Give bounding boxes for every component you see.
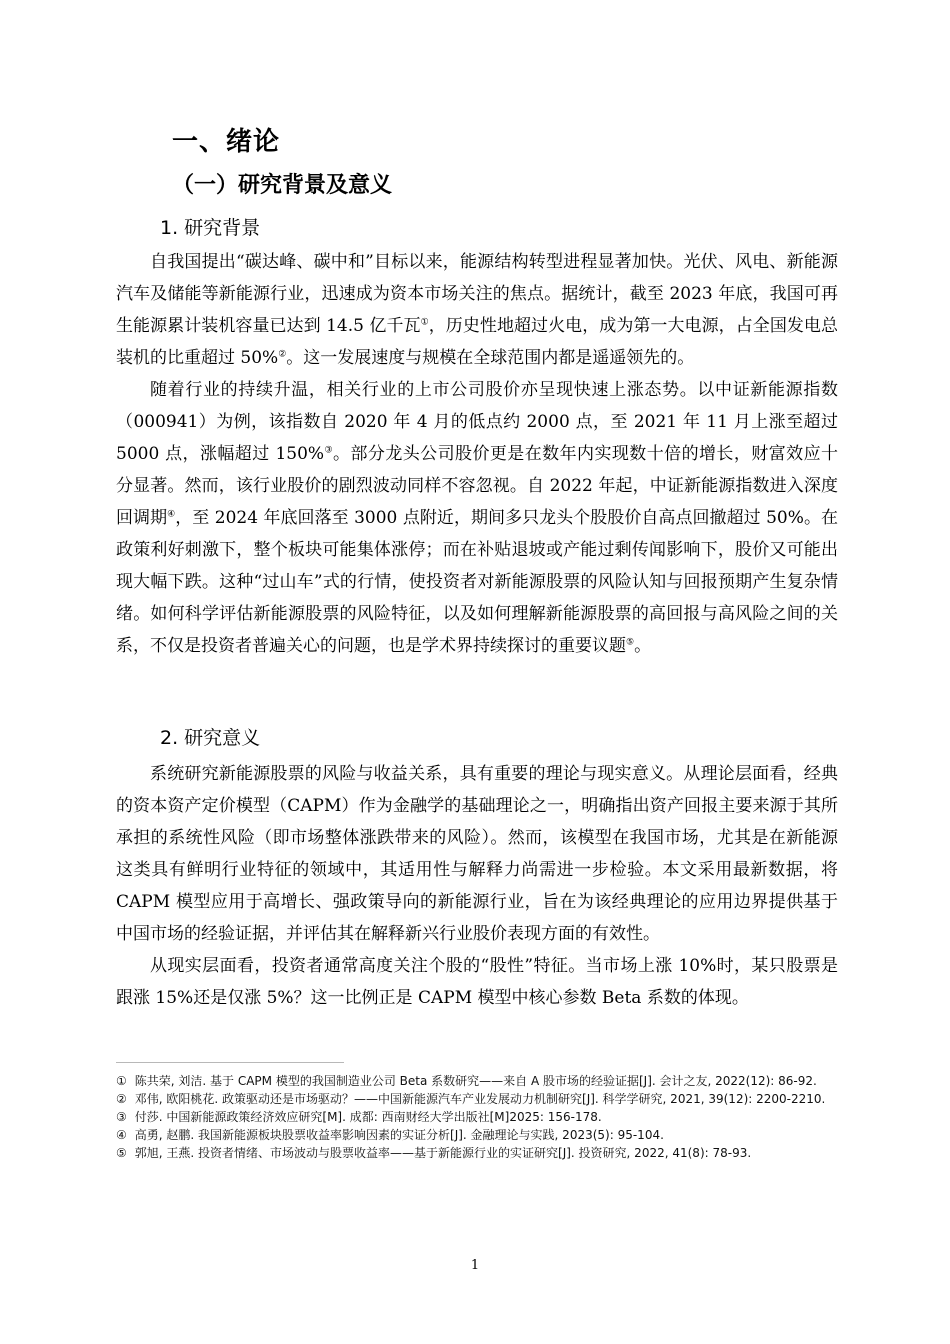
footnote-ref[interactable]: ⑤ (626, 637, 635, 648)
subsection-number: 1. (160, 217, 179, 239)
footnote-ref[interactable]: ③ (324, 445, 334, 456)
footnote-item (116, 1090, 838, 1108)
paragraph-text: 自我国提出“碳达峰、碳中和”目标以来，能源结构转型进程显著加快。光伏、风电、新能源汽车及储能等新能源行业，迅速成为资本市场关注的焦点。据统计，截至 2023 年底，我国可再生能源累计装机容量已达到 14.5 亿千瓦 (116, 252, 838, 336)
footnote-text: 付莎. 中国新能源政策经济效应研究[M]. 成都: 西南财经大学出版社[M]2025: 156-178. (134, 1110, 602, 1124)
footnote-mark: ② (116, 1092, 127, 1106)
paragraph-text: 。这一发展速度与规模在全球范围内都是遥遥领先的。 (286, 348, 695, 368)
footnote-text: 邓伟, 欧阳桃花. 政策驱动还是市场驱动？——中国新能源汽车产业发展动力机制研究[J]. 科学学研究, 2021, 39(12): 2200-2210. (134, 1092, 826, 1106)
paragraph-text: 随着行业的持续升温，相关行业的上市公司股价亦呈现快速上涨态势。以中证新能源指数（000941）为例，该指数自 2020 年 4 月的低点约 2000 点，至 2021 年 11 月上涨至超过 5000 点，涨幅超过 150% (116, 380, 838, 464)
footnote-mark: ③ (116, 1110, 127, 1124)
subsection-title-significance (160, 720, 260, 756)
footnote-item (116, 1144, 838, 1162)
paragraph (116, 950, 838, 1014)
paragraph (116, 374, 838, 662)
footnotes (116, 1072, 838, 1162)
section-title: （一）研究背景及意义 (172, 173, 393, 198)
paragraph-text: 从现实层面看，投资者通常高度关注个股的“股性”特征。当市场上涨 10%时，某只股票是跟涨 15%还是仅涨 5%？这一比例正是 CAPM 模型中核心参数 Beta 系数的体现。 (116, 956, 838, 1008)
chapter-title: 一、绪论 (172, 127, 281, 157)
background-section-body (116, 246, 838, 662)
footnote-mark: ⑤ (116, 1146, 127, 1160)
paragraph-text: ，历史性地超过火电，成为第一大电源，占全国发电总装机的比重超过 50% (116, 316, 838, 368)
footnote-item (116, 1108, 838, 1126)
footnote-ref[interactable]: ① (420, 317, 429, 328)
paragraph (116, 758, 838, 950)
paragraph (116, 246, 838, 374)
subsection-title-background (160, 210, 260, 246)
footnote-item (116, 1126, 838, 1144)
subsection-title-text: 研究背景 (184, 217, 261, 239)
footnote-text: 陈共荣, 刘洁. 基于 CAPM 模型的我国制造业公司 Beta 系数研究——来自 A 股市场的经验证据[J]. 会计之友, 2022(12): 86-92. (134, 1074, 817, 1088)
footnote-item (116, 1072, 838, 1090)
paragraph-text: 。 (634, 636, 652, 656)
page-number: 1 (470, 1258, 480, 1273)
paragraph-text: 。部分龙头公司股价更是在数年内实现数十倍的增长，财富效应十分显著。然而，该行业股价的剧烈波动同样不容忽视。自 2022 年起，中证新能源指数进入深度回调期 (116, 444, 838, 528)
footnote-ref[interactable]: ④ (167, 509, 176, 520)
footnote-divider (116, 1062, 344, 1063)
footnote-mark: ④ (116, 1128, 127, 1142)
footnote-ref[interactable]: ② (278, 349, 287, 360)
paragraph-text: 系统研究新能源股票的风险与收益关系，具有重要的理论与现实意义。从理论层面看，经典的资本资产定价模型（CAPM）作为金融学的基础理论之一，明确指出资产回报主要来源于其所承担的系统性风险（即市场整体涨跌带来的风险）。然而，该模型在我国市场，尤其是在新能源这类具有鲜明行业特征的领域中，其适用性与解释力尚需进一步检验。本文采用最新数据，将 CAPM 模型应用于高增长、强政策导向的新能源行业，旨在为该经典理论的应用边界提供基于中国市场的经验证据，并评估其在解释新兴行业股价表现方面的有效性。 (116, 764, 838, 944)
subsection-title-text: 研究意义 (184, 727, 261, 749)
footnote-text: 郭旭, 王燕. 投资者情绪、市场波动与股票收益率——基于新能源行业的实证研究[J]. 投资研究, 2022, 41(8): 78-93. (134, 1146, 752, 1160)
significance-section-body (116, 758, 838, 1014)
paragraph-text: ，至 2024 年底回落至 3000 点附近，期间多只龙头个股股价自高点回撤超过 50%。在政策利好刺激下，整个板块可能集体涨停；而在补贴退坡或产能过剩传闻影响下，股价又可能出现大幅下跌。这种“过山车”式的行情，使投资者对新能源股票的风险认知与回报预期产生复杂情绪。如何科学评估新能源股票的风险特征，以及如何理解新能源股票的高回报与高风险之间的关系，不仅是投资者普遍关心的问题，也是学术界持续探讨的重要议题 (116, 508, 838, 656)
footnote-text: 高勇, 赵鹏. 我国新能源板块股票收益率影响因素的实证分析[J]. 金融理论与实践, 2023(5): 95-104. (134, 1128, 664, 1142)
subsection-number: 2. (160, 727, 179, 749)
footnote-mark: ① (116, 1074, 127, 1088)
